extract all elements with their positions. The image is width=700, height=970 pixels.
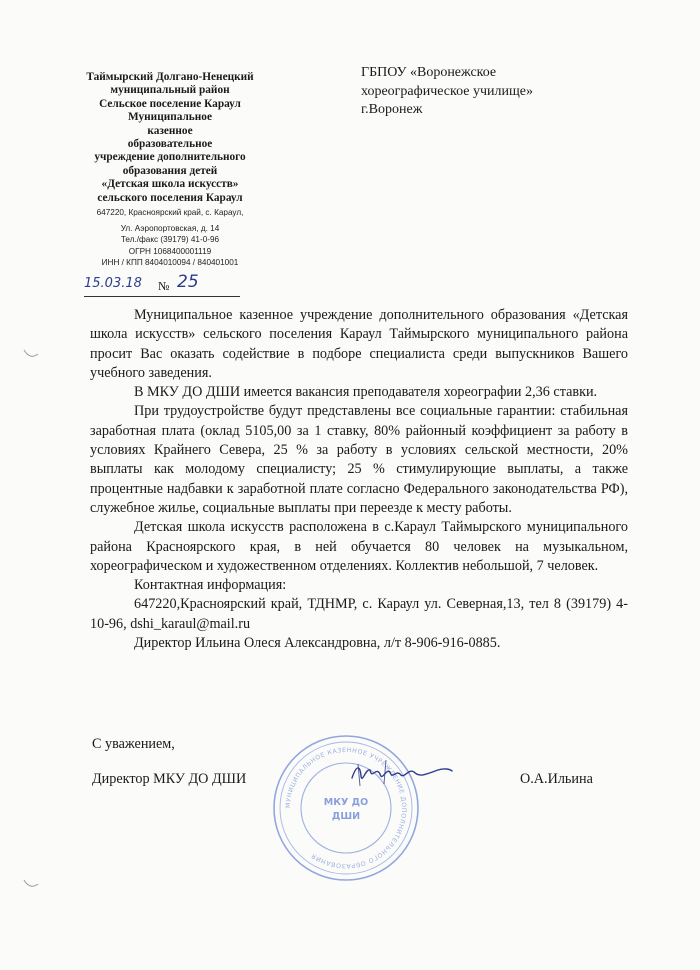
signer-position: Директор МКУ ДО ДШИ <box>92 771 247 787</box>
body-paragraph-school: Детская школа искусств расположена в с.Караул Таймырского муниципального района Красноярского края, в ней обучается 80 человек на музыкальном, хореографическом и художественном отделениях. Коллектив небольшой, 7 человек. <box>90 519 628 574</box>
sender-org-line: казенное <box>147 124 193 137</box>
sender-inn: ИНН / КПП 8404010094 / 840401001 <box>101 258 239 268</box>
sender-header <box>52 71 288 269</box>
body-paragraph-guarantees: При трудоустройстве будут представлены все социальные гарантии: стабильная заработная плата (оклад 5105,00 за 1 ставку, 80% районный коэффициент за работу в условиях Крайнего Севера, 25 % за работу в условиях сельской местности, 20% выплаты как молодому специалисту; 25 % стимулирующие выплаты, а также процентные надбавки к заработной плате согласно Федерального законодательства РФ), служебное жилье, социальные выплаты при переезде к месту работы. <box>90 403 628 516</box>
closing-regards: С уважением, <box>92 736 175 752</box>
director-contact: Директор Ильина Олеся Александровна, л/т 8-906-916-0885. <box>134 635 501 652</box>
registration-line <box>84 272 240 297</box>
letter-body <box>90 306 628 653</box>
stamp-center-text-1: МКУ ДО <box>323 797 369 808</box>
stamp-center-text-2: ДШИ <box>331 811 361 822</box>
registration-date: 15.03.18 <box>84 276 142 291</box>
signer-name: О.А.Ильина <box>520 771 593 787</box>
margin-mark <box>22 348 40 362</box>
sender-org-line: муниципальный район <box>110 84 230 97</box>
sender-org-line: сельского поселения Караул <box>97 191 243 204</box>
sender-phone: Тел./факс (39179) 41-0-96 <box>120 235 220 245</box>
contact-details: 647220,Красноярский край, ТДНМР, с. Караул ул. Северная,13, тел 8 (39179) 4-10-96, dshi_karaul@mail.ru <box>90 596 628 632</box>
sender-org-line: Таймырский Долгано-Ненецкий <box>86 71 254 83</box>
registration-number-sign: № <box>158 279 170 293</box>
sender-org-line: учреждение дополнительного <box>94 151 246 164</box>
sender-address-line2: Ул. Аэропортовская, д. 14 <box>120 223 220 233</box>
margin-mark <box>22 878 40 892</box>
contact-label: Контактная информация: <box>134 577 287 594</box>
body-paragraph-request: Муниципальное казенное учреждение дополнительного образования «Детская школа искусств» сельского поселения Караул Таймырского муниципального района просит Вас оказать содействие в подборе специалиста среди выпускников Вашего учебного заведения. <box>90 307 628 381</box>
sender-address-line1: 647220, Красноярский край, с. Караул, <box>96 208 244 218</box>
sender-org-line: образования детей <box>122 164 218 177</box>
sender-org-line: «Детская школа искусств» <box>101 178 239 191</box>
addressee-line1: ГБПОУ «Воронежское <box>361 65 497 80</box>
signature-row <box>92 771 612 793</box>
registration-number: 25 <box>177 272 199 292</box>
addressee-line3: г.Воронеж <box>361 102 423 117</box>
sender-org-line: Сельское поселение Караул <box>99 97 241 110</box>
sender-org-line: образовательное <box>127 138 213 151</box>
sender-org-line: Муниципальное <box>128 111 212 124</box>
addressee-block <box>361 64 661 120</box>
body-paragraph-vacancy: В МКУ ДО ДШИ имеется вакансия преподавателя хореографии 2,36 ставки. <box>134 384 598 401</box>
sender-ogrn: ОГРН 1068400001119 <box>128 246 212 256</box>
stamp-ring-text: МУНИЦИПАЛЬНОЕ КАЗЕННОЕ УЧРЕЖДЕНИЕ ДОПОЛНИТЕЛЬНОГО ОБРАЗОВАНИЯ <box>284 746 408 870</box>
addressee-line2: хореографическое училище» <box>361 83 533 99</box>
